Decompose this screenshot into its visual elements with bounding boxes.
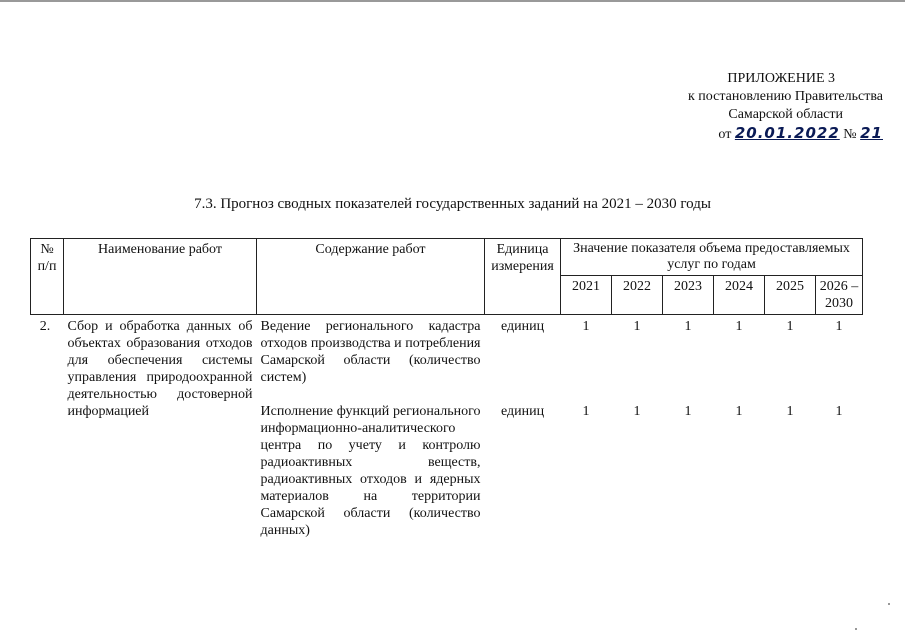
table-row bbox=[31, 315, 863, 387]
header-year: 2025 bbox=[765, 276, 816, 315]
scan-speck bbox=[855, 628, 857, 630]
header-work: Наименование работ bbox=[64, 239, 257, 315]
row-num: 2. bbox=[39, 319, 51, 334]
header-year: 2021 bbox=[561, 276, 612, 315]
number-prefix: № bbox=[843, 127, 857, 142]
appendix-decree-line: к постановлению Правительства bbox=[687, 89, 883, 104]
row-value: 1 bbox=[582, 319, 590, 334]
header-value: Значение показателя объема предоставляемых услуг по годам bbox=[561, 239, 863, 276]
row-value: 1 bbox=[582, 404, 590, 419]
row-value: 1 bbox=[633, 319, 641, 334]
header-content: Содержание работ bbox=[257, 239, 485, 315]
header-num: № п/п bbox=[31, 239, 64, 315]
row-value: 1 bbox=[735, 319, 743, 334]
row-value: 1 bbox=[835, 319, 843, 334]
document-title: 7.3. Прогноз сводных показателей государственных заданий на 2021 – 2030 годы bbox=[194, 196, 711, 212]
appendix-title: ПРИЛОЖЕНИЕ 3 bbox=[727, 71, 835, 86]
header-year: 2023 bbox=[663, 276, 714, 315]
appendix-region-line: Самарской области bbox=[728, 107, 843, 122]
indicators-table bbox=[30, 238, 863, 539]
row-content: Ведение регионального кадастра отходов производства и потребления Самарской области (количество систем) bbox=[260, 319, 481, 385]
row-value: 1 bbox=[835, 404, 843, 419]
header-unit: Единица измерения bbox=[485, 239, 561, 315]
row-value: 1 bbox=[735, 404, 743, 419]
row-value: 1 bbox=[633, 404, 641, 419]
header-year: 2024 bbox=[714, 276, 765, 315]
date-prefix: от bbox=[718, 127, 732, 142]
row-unit: единиц bbox=[500, 319, 545, 334]
header-year: 2026 – 2030 bbox=[816, 276, 863, 315]
row-value: 1 bbox=[684, 404, 692, 419]
row-work-name: Сбор и обработка данных об объектах образования отходов для обеспечения системы управления природоохранной деятельностью достоверной информацией bbox=[67, 319, 253, 419]
handwritten-number: 21 bbox=[860, 124, 883, 142]
row-value: 1 bbox=[786, 404, 794, 419]
appendix-date-line bbox=[623, 124, 883, 144]
page-top-edge bbox=[0, 0, 905, 2]
row-unit: единиц bbox=[500, 404, 545, 419]
scan-speck bbox=[888, 603, 890, 605]
appendix-header bbox=[623, 70, 883, 144]
row-value: 1 bbox=[684, 319, 692, 334]
row-content: Исполнение функций регионального информационно-аналитического центра по учету и контролю радиоактивных веществ, радиоактивных отходов и ядерных материалов на территории Самарской области (количество данных) bbox=[260, 404, 481, 538]
row-value: 1 bbox=[786, 319, 794, 334]
handwritten-date: 20.01.2022 bbox=[734, 124, 840, 142]
header-year: 2022 bbox=[612, 276, 663, 315]
